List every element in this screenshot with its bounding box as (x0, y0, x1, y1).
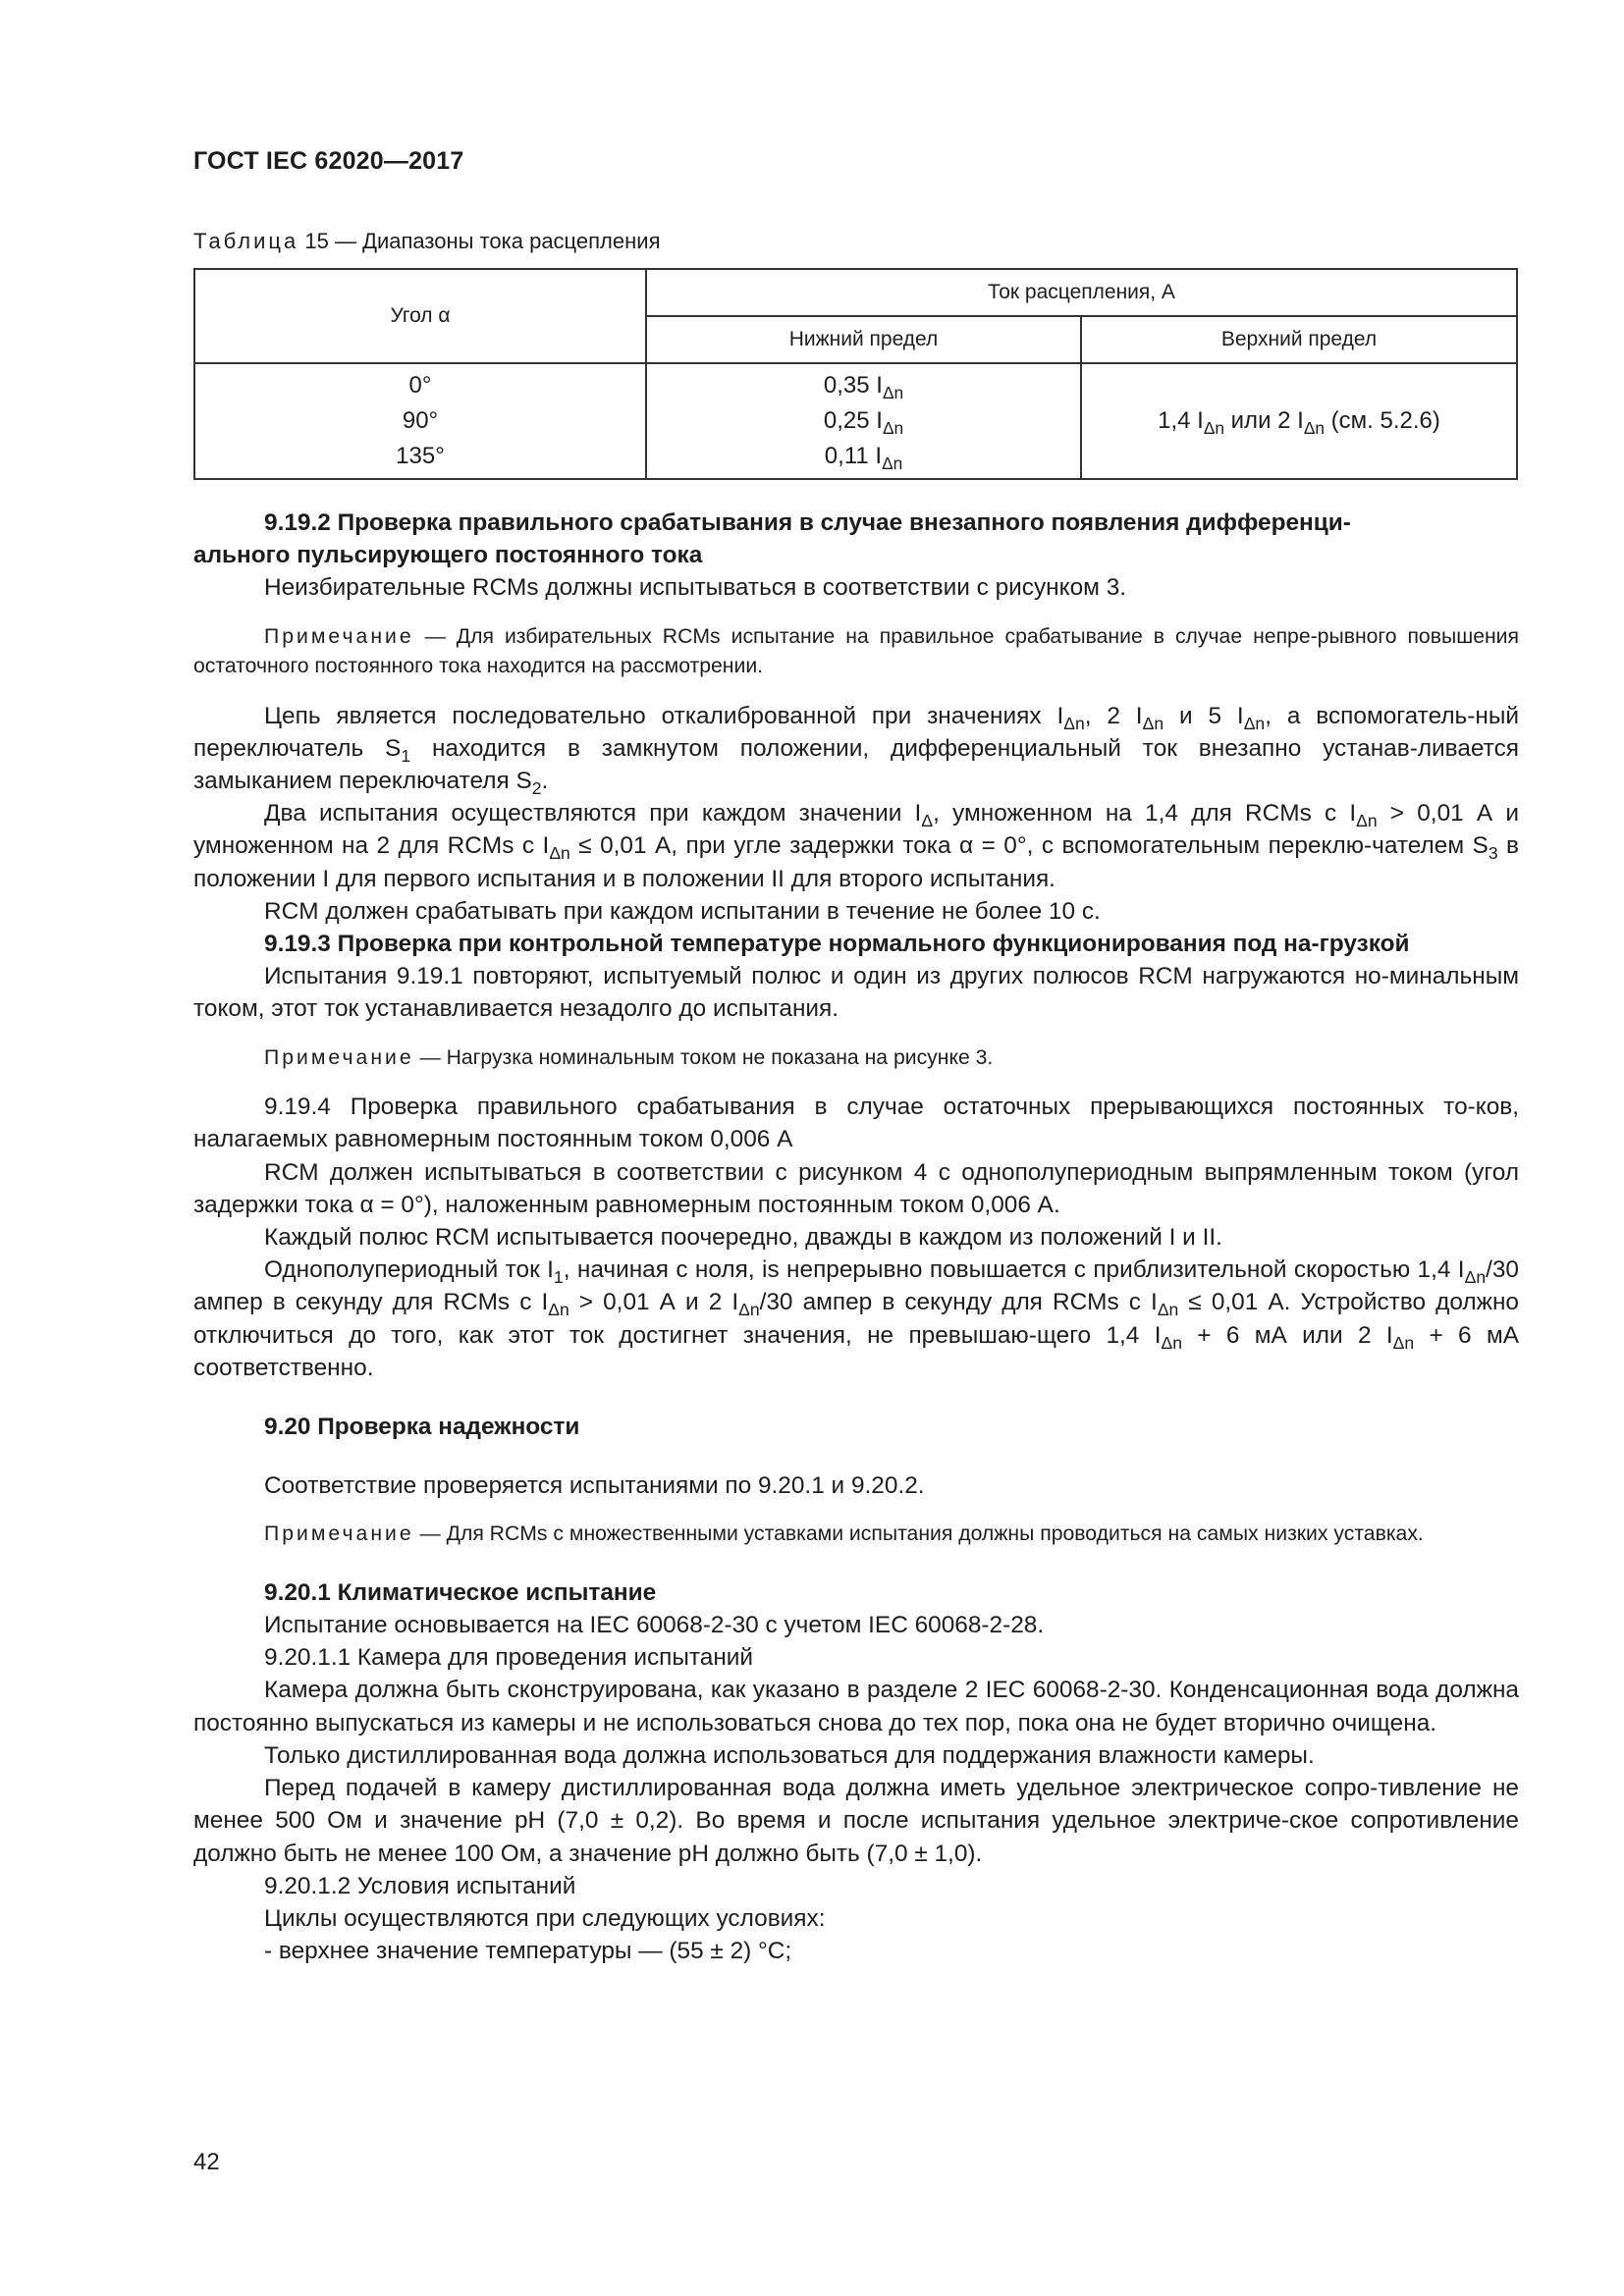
table-row (194, 363, 1517, 479)
note: Примечание — Для избирательных RCMs испытание на правильное срабатывание в случае непре-рывного повышения остаточного постоянного тока находится на рассмотрении. (193, 624, 1519, 678)
section-heading: 9.20 Проверка надежности (264, 1413, 580, 1440)
paragraph: Два испытания осуществляются при каждом значении $I_\Delta$, умноженном на 1,4 для RCMs с $I_{\Delta n} > 0,01$ А и умноженном на 2 для RCMs с $I_{\Delta n} \le 0,01$ А, при угле задержки тока α = 0°, с вспомогательным переклю-чателем $S_3$ в положении I для первого испытания и в положении II для второго испытания. (193, 800, 1520, 892)
paragraph: Камера должна быть сконструирована, как указано в разделе 2 IEC 60068-2-30. Конденсационная вода должна постоянно выпускаться из камеры и не использоваться снова до тех пор, пока она не будет вторично очищена. (193, 1677, 1520, 1736)
paragraph: Только дистиллированная вода должна использоваться для поддержания влажности камеры. (264, 1741, 1315, 1769)
table-header-lower: Нижний предел (646, 316, 1081, 363)
paragraph: RCM должен срабатывать при каждом испытании в течение не более 10 с. (264, 897, 1101, 925)
paragraph: 9.19.4 Проверка правильного срабатывания в случае остаточных прерывающихся постоянных то-ков, налагаемых равномерным постоянным током 0,006 А (193, 1094, 1519, 1153)
table-cell-upper: 1,4 $I_{\Delta n}$ или 2 $I_{\Delta n}$ (см. 5.2.6) (1081, 363, 1517, 479)
page-number: 42 (193, 2149, 220, 2175)
paragraph: Циклы осуществляются при следующих условиях: (264, 1904, 826, 1932)
table-cell-angles (194, 363, 646, 479)
angle-value: 135° (396, 443, 445, 469)
table-header-row (194, 269, 1517, 316)
paragraph: - верхнее значение температуры — (55 ± 2) °С; (264, 1938, 792, 1965)
table-header-angle: Угол α (194, 269, 646, 363)
trip-current-table (193, 268, 1518, 480)
paragraph: 9.20.1.1 Камера для проведения испытаний (264, 1644, 754, 1672)
table-header-current: Ток расцепления, А (646, 269, 1517, 316)
note: Примечание — Для RCMs с множественными уставками испытания должны проводиться на самых низких уставках. (264, 1522, 1424, 1546)
document-body (193, 507, 1519, 1967)
angle-value: 90° (402, 407, 439, 434)
table-header-upper: Верхний предел (1081, 316, 1517, 363)
paragraph: Неизбирательные RCMs должны испытываться в соответствии с рисунком 3. (264, 574, 1127, 602)
table-caption-label: Таблица (193, 229, 299, 253)
document-header: ГОСТ IEC 62020—2017 (193, 147, 464, 175)
paragraph: Однополупериодный ток $I_1$, начиная с ноля, is непрерывно повышается с приблизительной скоростью 1,4 $I_{\Delta n}/30$ ампер в секунду для RCMs с $I_{\Delta n} > 0,01$ А и 2 $I_{\Delta n}/30$ ампер в секунду для RCMs с $I_{\Delta n} \le 0,01$ А. Устройство должно отключиться до того, как этот ток достигнет значения, не превышаю-щего 1,4 $I_{\Delta n} + 6$ мА или 2 $I_{\Delta n} + 6$ мА соответственно. (193, 1256, 1519, 1381)
angle-value: 0° (408, 372, 432, 399)
note: Примечание — Нагрузка номинальным током не показана на рисунке 3. (264, 1045, 994, 1069)
paragraph: Соответствие проверяется испытаниями по 9.20.1 и 9.20.2. (264, 1472, 925, 1500)
lower-value: 0,35 $I_{\Delta n}$ (823, 372, 904, 403)
section-heading: 9.19.3 Проверка при контрольной температуре нормального функционирования под на-грузкой (264, 931, 1410, 958)
section-heading-cont: ального пульсирующего постоянного тока (193, 542, 703, 569)
section-heading: 9.20.1 Климатическое испытание (264, 1578, 657, 1606)
paragraph: Испытания 9.19.1 повторяют, испытуемый полюс и один из других полюсов RCM нагружаются но-минальным током, этот ток устанавливается незадолго до испытания. (193, 963, 1519, 1023)
table-cell-lower (646, 363, 1081, 479)
table-caption-title: 15 — Диапазоны тока расцепления (304, 229, 661, 253)
section-heading: 9.19.2 Проверка правильного срабатывания в случае внезапного появления дифференци- (264, 509, 1351, 536)
paragraph: 9.20.1.2 Условия испытаний (264, 1872, 576, 1899)
lower-value: 0,25 $I_{\Delta n}$ (823, 407, 904, 439)
paragraph: Каждый полюс RCM испытывается поочередно, дважды в каждом из положений I и II. (264, 1223, 1222, 1251)
paragraph: Перед подачей в камеру дистиллированная вода должна иметь удельное электрическое сопро-тивление не менее 500 Ом и значение pH (7,0 ± 0,2). Во время и после испытания удельное электриче-ское сопротивление должно быть не менее 100 Ом, а значение pH должно быть (7,0 ± 1,0). (193, 1775, 1519, 1867)
paragraph: Цепь является последовательно откалиброванной при значениях $I_{\Delta n}$, 2 $I_{\Delta n}$ и 5 $I_{\Delta n}$, а вспомогатель-ный переключатель $S_1$ находится в замкнутом положении, дифференциальный ток внезапно устанав-ливается замыканием переключателя $S_2$. (193, 702, 1520, 799)
lower-value: 0,11 $I_{\Delta n}$ (824, 443, 903, 474)
table-caption (193, 229, 660, 254)
paragraph: Испытание основывается на IEC 60068-2-30 с учетом IEC 60068-2-28. (264, 1612, 1045, 1639)
paragraph: RCM должен испытываться в соответствии с рисунком 4 с однополупериодным выпрямленным током (угол задержки тока α = 0°), наложенным равномерным постоянным током 0,006 А. (193, 1158, 1519, 1218)
